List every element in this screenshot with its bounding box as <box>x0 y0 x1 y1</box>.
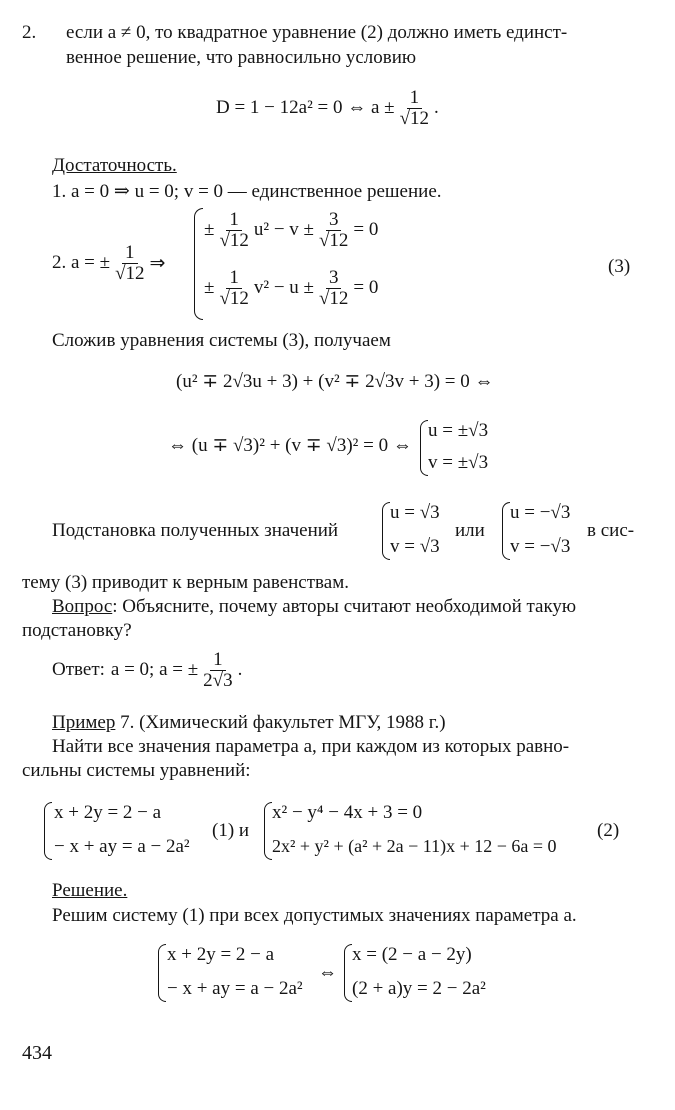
example-line1: Найти все значения параметра a, при каждом из которых равно- <box>52 736 570 757</box>
system3-line2 <box>204 268 378 309</box>
question-label: Вопрос <box>52 596 113 617</box>
sub-sys2-u: u = −√3 <box>510 502 571 523</box>
example-label: Пример <box>52 712 116 733</box>
sys3-l2-den2: √12 <box>318 287 349 309</box>
sub-system2-brace <box>502 502 510 560</box>
sys3-l1-sign: ± <box>204 219 215 241</box>
sub-sys1-v: v = √3 <box>390 536 440 557</box>
sys2-brace <box>264 802 272 860</box>
answer-num: 1 <box>210 650 226 671</box>
solution-heading: Решение. <box>52 880 128 901</box>
item-number: 2. <box>22 22 37 43</box>
solB-line1: x = (2 − a − 2y) <box>352 944 472 965</box>
question-line1 <box>52 596 576 618</box>
summing-system-brace <box>420 420 428 476</box>
eq-den: √12 <box>399 107 430 129</box>
case1-text: 1. a = 0 ⇒ u = 0; v = 0 — единственное решение. <box>52 181 442 202</box>
sys3-l1-mid: u² − v ± <box>253 219 314 241</box>
equation-tag-3: (3) <box>608 256 631 277</box>
sys2-line2: 2x² + y² + (a² + 2a − 11)x + 12 − 6a = 0 <box>272 836 557 856</box>
sys1-line2: − x + ay = a − 2a² <box>54 836 190 857</box>
sys3-l1-end: = 0 <box>353 219 379 241</box>
solution-text: Решим систему (1) при всех допустимых значениях параметра a. <box>52 905 577 926</box>
sys3-l2-num2: 3 <box>326 268 342 289</box>
sys2-tag: (2) <box>597 820 620 841</box>
example-line2: сильны системы уравнений: <box>22 760 251 781</box>
eq-num: 1 <box>407 88 423 109</box>
summing-sys-v: v = ±√3 <box>428 452 489 473</box>
example-heading <box>52 712 446 734</box>
sys3-l2-den1: √12 <box>219 287 249 309</box>
sys3-l2-sign: ± <box>204 277 215 299</box>
system3-line1 <box>204 210 378 251</box>
system3-brace <box>194 208 203 320</box>
answer-end: . <box>237 659 243 681</box>
case2-den: √12 <box>115 262 145 284</box>
summing-eq2: ⇔ (u ∓ √3)² + (v ∓ √3)² = 0 ⇔ <box>168 435 412 456</box>
or-text: или <box>455 520 485 541</box>
sys3-l1-den1: √12 <box>219 229 249 251</box>
substitution-text: Подстановка полученных значений <box>52 520 339 541</box>
solA-line2: − x + ay = a − 2a² <box>167 978 303 999</box>
page-number: 434 <box>22 1042 52 1064</box>
answer-line <box>52 650 242 691</box>
case2-arrow: ⇒ <box>149 252 166 274</box>
sys1-brace <box>44 802 52 860</box>
answer-den: 2√3 <box>203 669 233 691</box>
sub-sys2-v: v = −√3 <box>510 536 571 557</box>
eq-end: . <box>434 97 439 119</box>
solA-brace <box>158 944 166 1002</box>
case2-label: 2. a = ± <box>52 252 111 274</box>
sys1-tag: (1) и <box>212 820 250 841</box>
sys3-l2-mid: v² − u ± <box>253 277 314 299</box>
sys1-line1: x + 2y = 2 − a <box>54 802 162 823</box>
sys3-l2-num1: 1 <box>226 268 242 289</box>
item-text-line2: венное решение, что равносильно условию <box>66 47 417 68</box>
answer-label: Ответ: <box>52 659 105 681</box>
substitution-tail: в сис- <box>587 520 635 541</box>
summing-text: Сложив уравнения системы (3), получаем <box>52 330 391 351</box>
eq-left: D = 1 − 12a² = 0 ⇔ a ± <box>216 97 395 119</box>
solA-line1: x + 2y = 2 − a <box>167 944 275 965</box>
example-rest: 7. (Химический факультет МГУ, 1988 г.) <box>115 712 446 733</box>
case2-num: 1 <box>122 243 138 264</box>
item-text-line1: если a ≠ 0, то квадратное уравнение (2) должно иметь единст- <box>66 22 568 43</box>
substitution-line2: тему (3) приводит к верным равенствам. <box>22 572 349 593</box>
solB-brace <box>344 944 352 1002</box>
sys3-l1-num1: 1 <box>226 210 242 231</box>
sub-sys1-u: u = √3 <box>390 502 440 523</box>
solution-arrow: ⇔ <box>318 962 337 983</box>
sys2-line1: x² − y⁴ − 4x + 3 = 0 <box>272 802 423 823</box>
summing-eq1: (u² ∓ 2√3u + 3) + (v² ∓ 2√3v + 3) = 0 ⇔ <box>176 371 494 392</box>
discriminant-equation <box>216 88 439 129</box>
case2-condition <box>52 243 165 284</box>
question-text: : Объясните, почему авторы считают необходимой такую <box>112 596 577 617</box>
sys3-l1-den2: √12 <box>318 229 349 251</box>
sys3-l2-end: = 0 <box>353 277 379 299</box>
sub-system1-brace <box>382 502 390 560</box>
summing-sys-u: u = ±√3 <box>428 420 489 441</box>
question-line2: подстановку? <box>22 620 132 641</box>
answer-expr: a = 0; a = ± <box>110 659 199 681</box>
sys3-l1-num2: 3 <box>326 210 342 231</box>
sufficiency-heading: Достаточность. <box>52 155 177 176</box>
solB-line2: (2 + a)y = 2 − 2a² <box>352 978 486 999</box>
